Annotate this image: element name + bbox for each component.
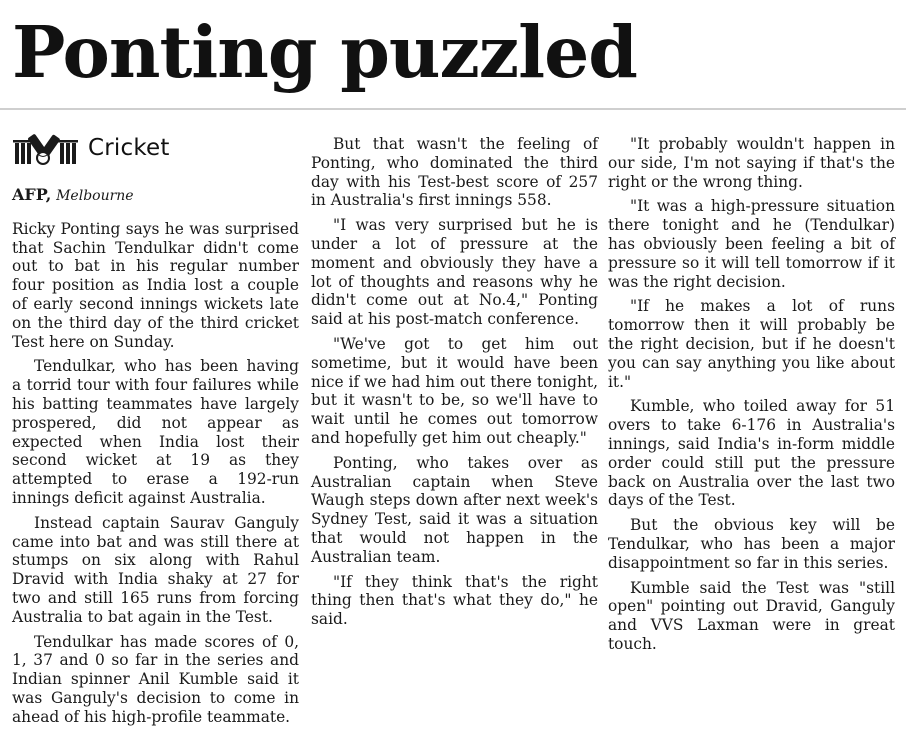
section-label: Cricket bbox=[88, 134, 170, 161]
article-paragraph: But the obvious key will be Tendulkar, who has been a major disappointment so far in this series. bbox=[608, 516, 895, 572]
article-paragraph: "It was a high-pressure situation there tonight and he (Tendulkar) has obviously been feeling a bit of pressure so it will tell tomorrow if it was the right decision. bbox=[608, 197, 895, 291]
headline: Ponting puzzled bbox=[12, 10, 637, 94]
article-paragraph: Tendulkar, who has been having a torrid tour with four failures while his batting teammates have largely prospered, did not appear as expected when India lost their second wicket at 19 as they attempted to erase a 192-run innings deficit against Australia. bbox=[12, 357, 299, 507]
article-paragraph: Tendulkar has made scores of 0, 1, 37 and 0 so far in the series and Indian spinner Anil Kumble said it was Ganguly's decision to come in ahead of his high-profile teammate. bbox=[12, 632, 299, 726]
cricket-icon bbox=[12, 130, 84, 166]
article-paragraph: Ricky Ponting says he was surprised that Sachin Tendulkar didn't come out to bat in his regular number four position as India lost a couple of early second innings wickets late on the third day of the third cricket Test here on Sunday. bbox=[12, 219, 299, 351]
article-paragraph: Kumble, who toiled away for 51 overs to take 6-176 in Australia's innings, said India's in-form middle order could still put the pressure back on Australia over the last two days of the Test. bbox=[608, 397, 895, 510]
byline-agency: AFP, bbox=[12, 185, 52, 204]
article-paragraph: "If he makes a lot of runs tomorrow then it will probably be the right decision, but if he doesn't you can say anything you like about it." bbox=[608, 297, 895, 391]
article-paragraph: "We've got to get him out sometime, but it would have been nice if we had him out there tonight, but it wasn't to be, so we'll have to wait until he comes out tomorrow and hopefully get him out cheaply." bbox=[311, 334, 598, 447]
article-paragraph: Kumble said the Test was "still open" pointing out Dravid, Ganguly and VVS Laxman were in great touch. bbox=[608, 578, 895, 653]
section-tag bbox=[12, 128, 299, 168]
article-column-2 bbox=[311, 135, 598, 635]
article-column-1 bbox=[12, 118, 299, 733]
article-paragraph: Ponting, who takes over as Australian captain when Steve Waugh steps down after next week's Sydney Test, said it was a situation that would not happen in the Australian team. bbox=[311, 453, 598, 566]
article-paragraph: "It probably wouldn't happen in our side, I'm not saying if that's the right or the wrong thing. bbox=[608, 135, 895, 191]
article-column-3 bbox=[608, 135, 895, 660]
byline bbox=[12, 186, 299, 206]
article-paragraph: But that wasn't the feeling of Ponting, who dominated the third day with his Test-best score of 257 in Australia's first innings 558. bbox=[311, 135, 598, 210]
article-paragraph: "I was very surprised but he is under a lot of pressure at the moment and obviously they have a lot of thoughts and reasons why he didn't come out at No.4," Ponting said at his post-match conference. bbox=[311, 216, 598, 329]
headline-rule bbox=[0, 108, 906, 110]
article-paragraph: Instead captain Saurav Ganguly came into bat and was still there at stumps on six along with Rahul Dravid with India shaky at 27 for two and still 165 runs from forcing Australia to bat again in the Test. bbox=[12, 513, 299, 626]
article-paragraph: "If they think that's the right thing then that's what they do," he said. bbox=[311, 572, 598, 629]
byline-city: Melbourne bbox=[56, 188, 134, 204]
